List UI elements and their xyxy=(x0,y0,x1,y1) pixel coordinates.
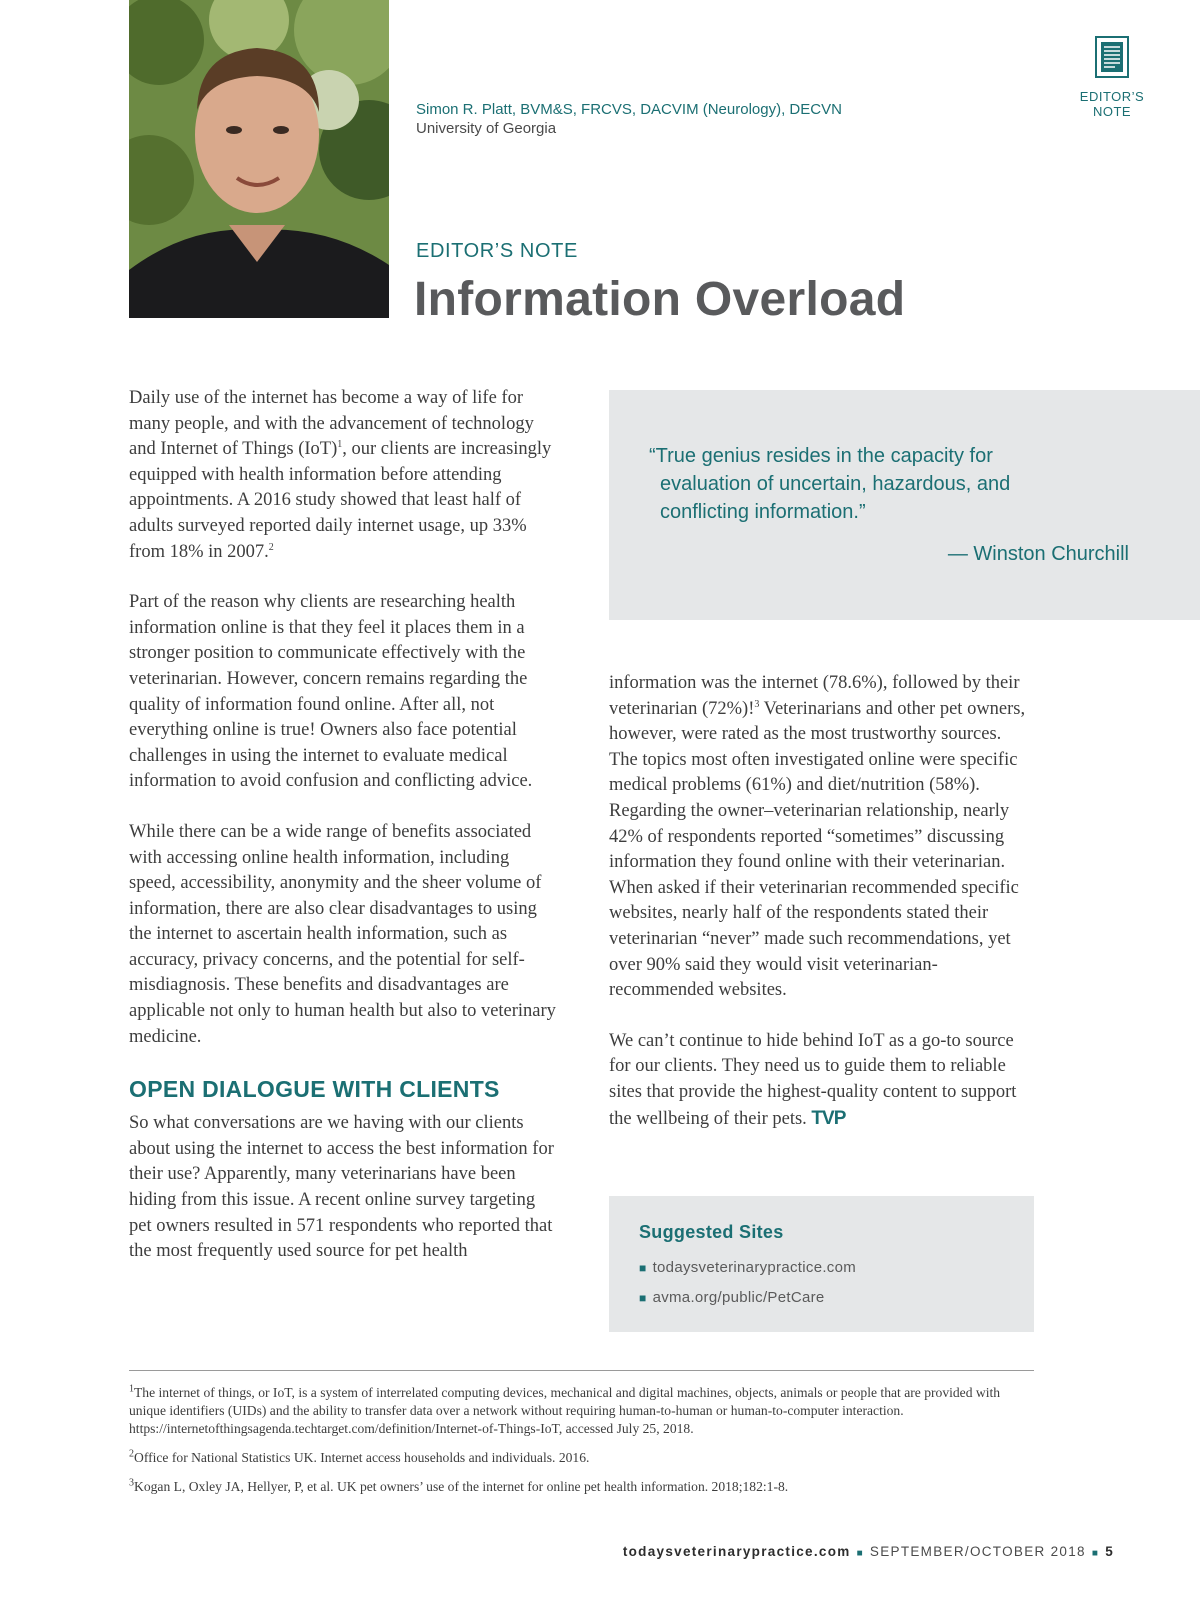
pull-quote xyxy=(609,390,1200,620)
author-name: Simon R. Platt, BVM&S, FRCVS, DACVIM (Neurology), DECVN xyxy=(416,101,842,118)
paragraph-5-text-b: Veterinarians and other pet owners, however, were rated as the most trustworthy sources. The topics most often investigated online were specific medical problems (61%) and diet/nutrition (58%). Regarding the owner–veterinarian relationship, nearly 42% of respondents reported “sometimes” discussing information they found online with their veterinarian. When asked if their veterinarian recommended specific websites, nearly half of the respondents stated their veterinarian “never” made such recommendations, yet over 90% said they would visit veterinarian-recommended websites. xyxy=(609,698,1026,1001)
footnote-text: Kogan L, Oxley JA, Hellyer, P, et al. UK pet owners’ use of the internet for online pet health information. 2018;182:1-8. xyxy=(134,1479,789,1494)
left-column xyxy=(129,386,559,1290)
paragraph-1-text-b: , our clients are increasingly equipped with health information before attending appointments. A 2016 study showed that least half of adults surveyed reported daily internet usage, up 33% from 18% in 2007. xyxy=(129,439,552,562)
article-headline: Information Overload xyxy=(414,273,906,326)
footer-site[interactable]: todaysveterinarypractice.com xyxy=(622,1544,851,1559)
editors-note-tag xyxy=(1070,36,1154,119)
paragraph-4: So what conversations are we having with our clients about using the internet to access the best information for their use? Apparently, many veterinarians have been hiding from this issue. A recent online survey targeting pet owners resulted in 571 respondents who reported that the most frequently used source for pet health xyxy=(129,1113,554,1262)
paragraph-6-text: We can’t continue to hide behind IoT as a go-to source for our clients. They need us to guide them to reliable sites that provide the highest-quality content to support the wellbeing of their pets. xyxy=(609,1030,1017,1129)
paragraph-3: While there can be a wide range of benefits associated with accessing online health information, including speed, accessibility, anonymity and the sheer volume of information, there are also clear disadvantages to using the internet to ascertain health information, such as accuracy, privacy concerns, and the potential for self-misdiagnosis. These benefits and disadvantages are applicable not only to human health but also to veterinary medicine. xyxy=(129,821,556,1047)
bullet-icon: ■ xyxy=(639,1261,647,1275)
footnote-3 xyxy=(129,1478,1039,1496)
footer-issue: SEPTEMBER/OCTOBER 2018 xyxy=(869,1544,1086,1559)
tag-line-1: EDITOR’S xyxy=(1079,89,1145,104)
section-kicker: EDITOR’S NOTE xyxy=(416,240,578,262)
site-link-text: todaysveterinarypractice.com xyxy=(652,1259,857,1276)
footnote-1 xyxy=(129,1384,1039,1438)
site-link-todaysveterinarypractice[interactable] xyxy=(639,1253,1004,1283)
paragraph-2: Part of the reason why clients are researching health information online is that they feel it places them in a stronger position to communicate effectively with the veterinarian. However, concern remains regarding the quality of information found online. After all, not everything online is true! Owners also face potential challenges in using the internet to evaluate medical information to avoid confusion and conflicting advice. xyxy=(129,592,533,792)
separator-icon: ■ xyxy=(856,1548,864,1559)
paragraph-1-text-a: Daily use of the internet has become a way of life for many people, and with the advancement of technology and Internet of Things (IoT) xyxy=(129,388,534,460)
suggested-sites-box xyxy=(609,1196,1034,1332)
paragraph-5 xyxy=(609,671,1029,1004)
document-icon xyxy=(1070,36,1154,81)
quote-text: “True genius resides in the capacity for evaluation of uncertain, hazardous, and conflicting information.” xyxy=(649,445,1011,523)
footnote-text: The internet of things, or IoT, is a system of interrelated computing devices, mechanical and digital machines, objects, animals or people that are provided with unique identifiers (UIDs) and the ability to transfer data over a network without requiring human-to-human or human-to-computer interaction. https://internetofthingsagenda.techtarget.com/definition/Internet-of-Things-IoT, accessed July 25, 2018. xyxy=(129,1385,1001,1436)
paragraph-1 xyxy=(129,386,559,565)
section-heading: OPEN DIALOGUE WITH CLIENTS xyxy=(129,1076,500,1103)
page-footer xyxy=(623,1544,1114,1559)
right-column xyxy=(609,671,1029,1157)
footnote-ref-3: 3 xyxy=(754,698,760,710)
suggested-sites-title: Suggested Sites xyxy=(639,1222,784,1242)
footnote-ref-2: 2 xyxy=(268,541,274,553)
site-link-text: avma.org/public/PetCare xyxy=(652,1289,825,1306)
author-affiliation: University of Georgia xyxy=(416,120,557,137)
quote-attribution: — Winston Churchill xyxy=(947,543,1129,565)
bullet-icon: ■ xyxy=(639,1291,647,1305)
footnote-text: Office for National Statistics UK. Internet access households and individuals. 2016. xyxy=(134,1450,590,1465)
footnote-2 xyxy=(129,1449,1039,1467)
footnote-number: 2 xyxy=(129,1448,134,1460)
paragraph-5-text-a: information was the internet (78.6%), followed by their veterinarian (72%)! xyxy=(609,673,1020,719)
tag-line-2: NOTE xyxy=(1092,104,1132,119)
author-byline xyxy=(416,100,842,138)
footnote-number: 3 xyxy=(129,1477,134,1489)
separator-icon: ■ xyxy=(1091,1548,1100,1559)
site-link-avma[interactable] xyxy=(639,1283,1004,1313)
footnotes xyxy=(129,1384,1039,1507)
paragraph-6 xyxy=(609,1029,1029,1132)
page-number: 5 xyxy=(1105,1544,1114,1559)
tvp-end-mark: TVP xyxy=(811,1107,846,1129)
footnote-ref-1: 1 xyxy=(337,439,343,451)
footnote-divider xyxy=(129,1370,1034,1371)
author-photo xyxy=(129,0,389,318)
footnote-number: 1 xyxy=(129,1383,134,1395)
